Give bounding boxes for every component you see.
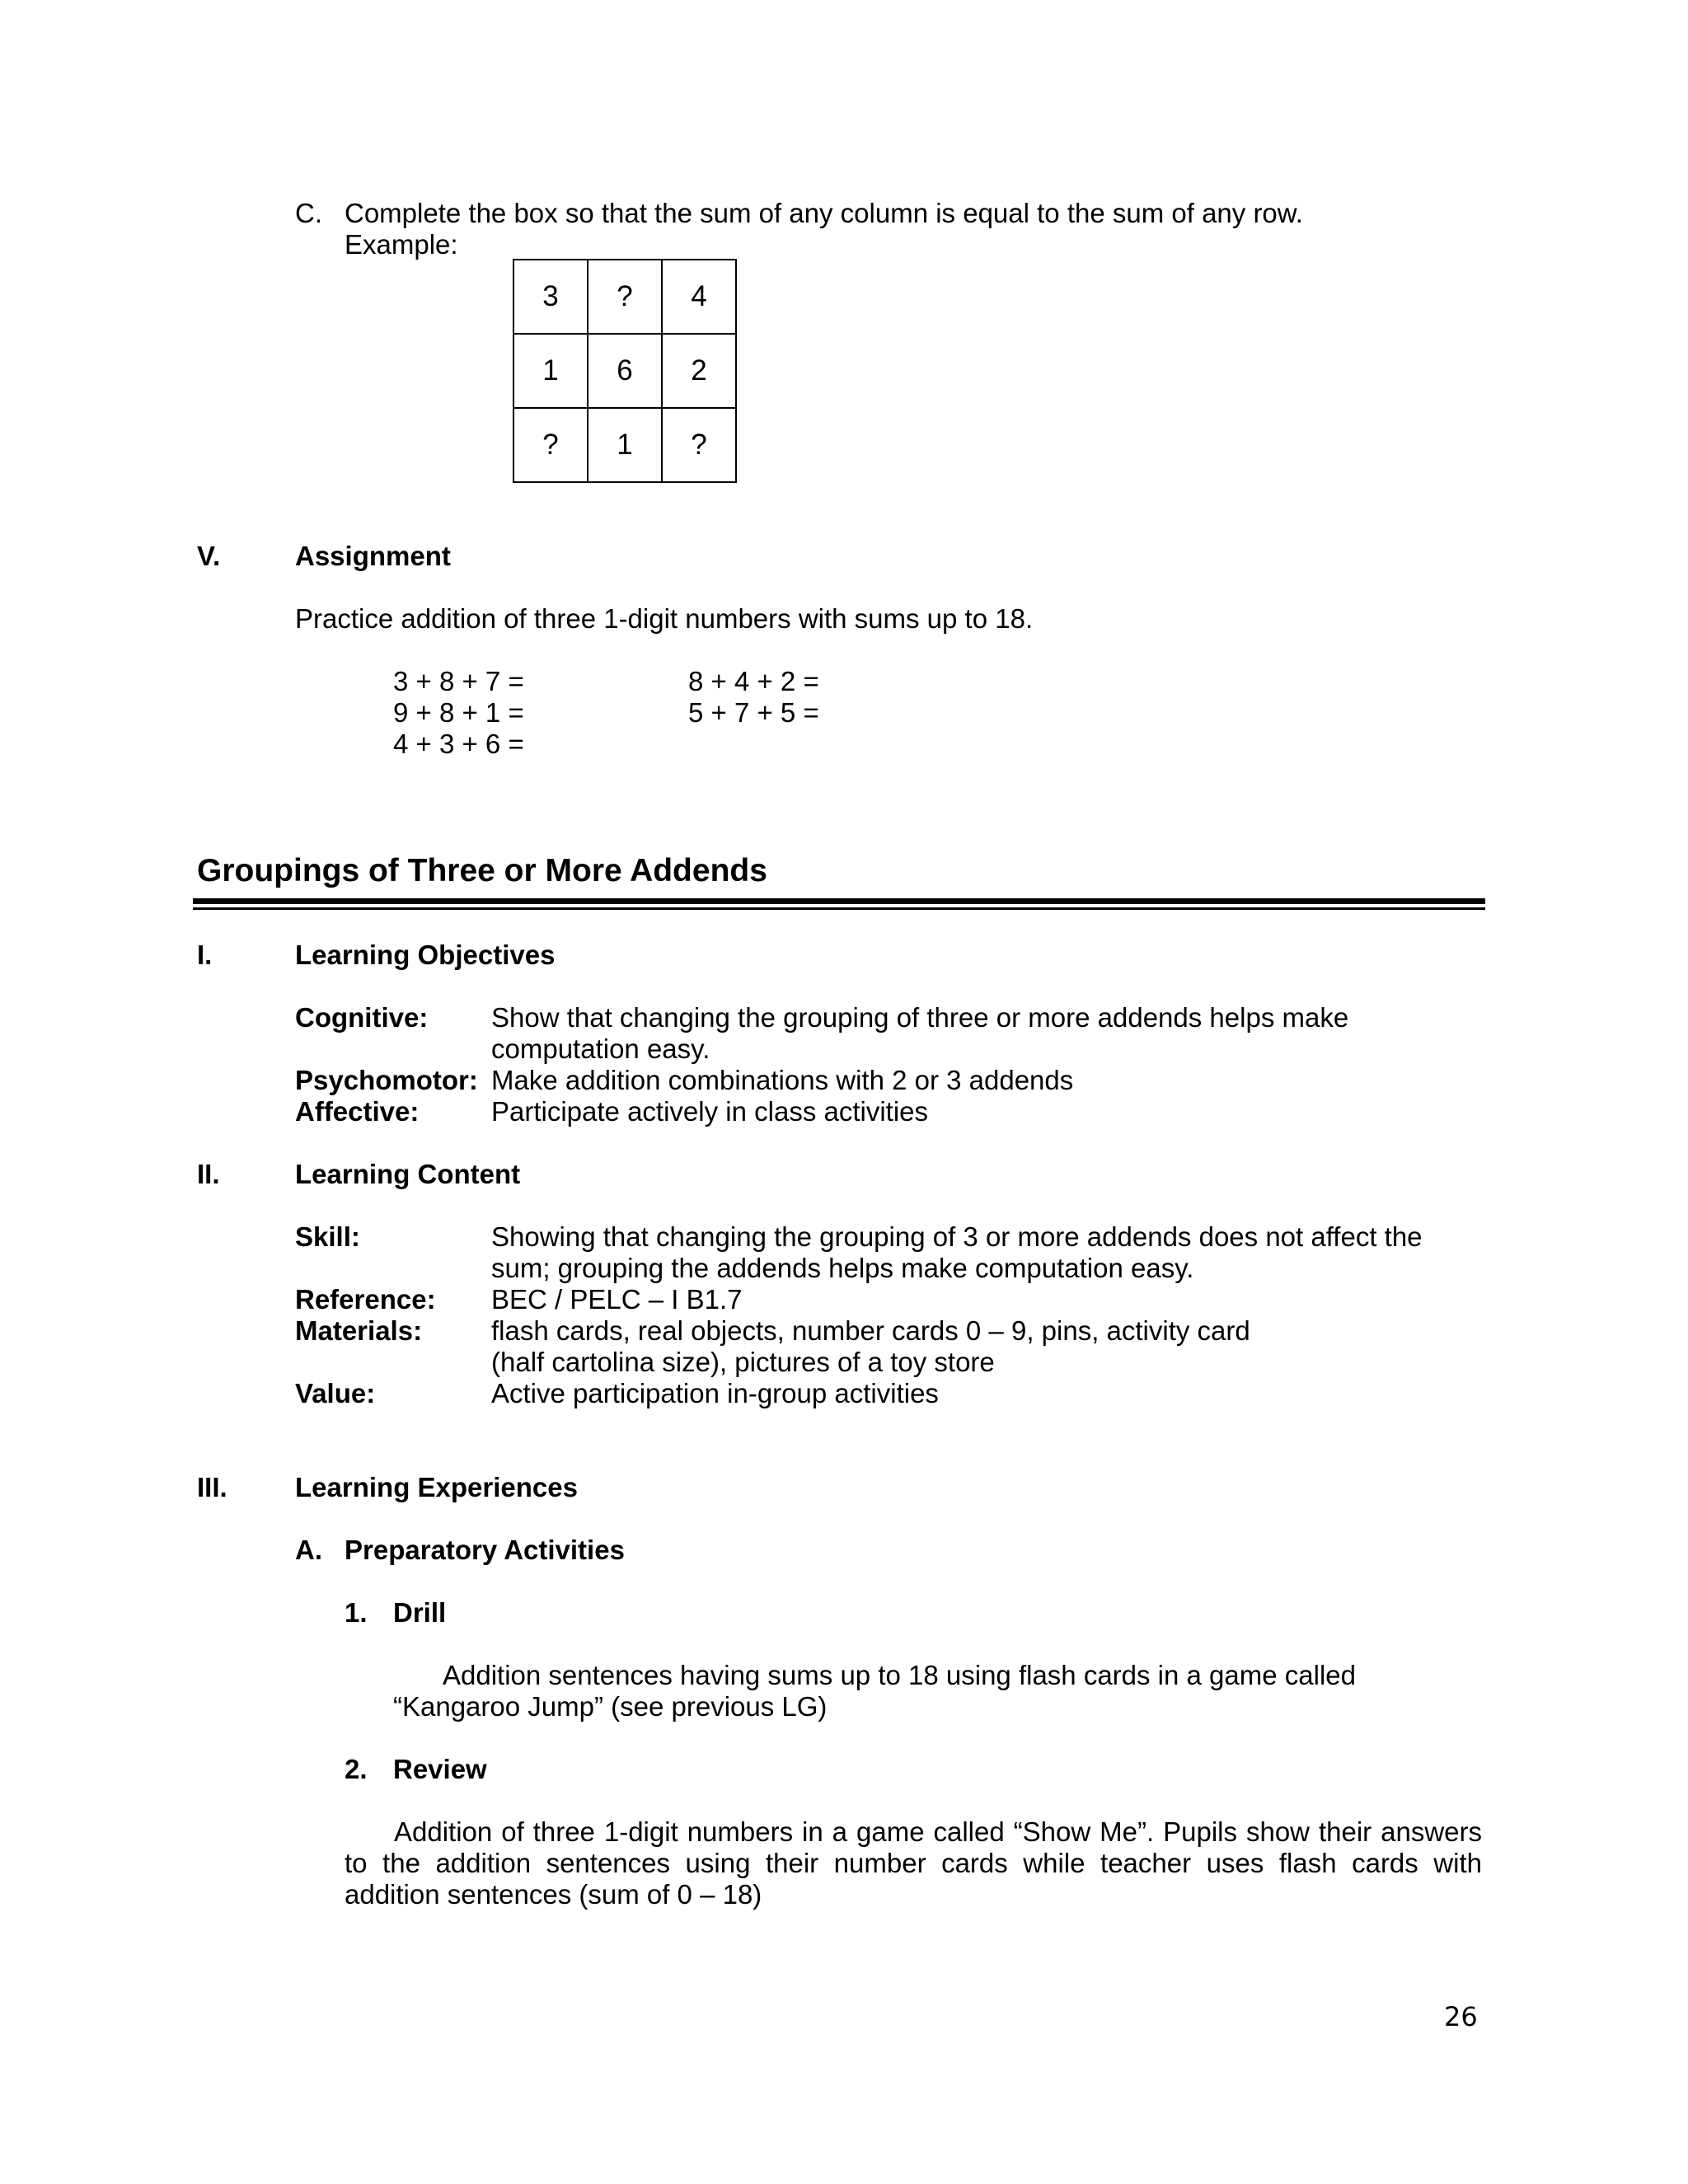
grid-cell: ? <box>662 408 736 482</box>
section-title: Groupings of Three or More Addends <box>197 853 767 888</box>
affective-label: Affective: <box>295 1096 420 1127</box>
content-heading: Learning Content <box>295 1159 521 1189</box>
assignment-item: 9 + 8 + 1 = <box>393 697 524 728</box>
section-rule-thin <box>193 907 1485 910</box>
grid-cell: 1 <box>588 408 662 482</box>
cognitive-text: Show that changing the grouping of three or more addends helps make <box>491 1002 1349 1033</box>
section-rule-thick <box>193 898 1485 904</box>
assignment-item: 5 + 7 + 5 = <box>688 697 819 728</box>
magic-square-grid <box>513 259 737 483</box>
experiences-heading: Learning Experiences <box>295 1472 578 1502</box>
part-c-label: C. <box>295 198 322 228</box>
assignment-numeral: V. <box>197 541 221 571</box>
content-numeral: II. <box>197 1159 220 1189</box>
psychomotor-label: Psychomotor: <box>295 1065 478 1095</box>
drill-num: 1. <box>345 1597 368 1628</box>
drill-text: “Kangaroo Jump” (see previous LG) <box>393 1691 828 1722</box>
assignment-item: 4 + 3 + 6 = <box>393 729 524 759</box>
grid-cell: 2 <box>662 334 736 408</box>
materials-label: Materials: <box>295 1315 423 1346</box>
grid-cell: ? <box>513 408 588 482</box>
drill-text: Addition sentences having sums up to 18 using flash cards in a game called <box>443 1660 1356 1690</box>
value-text: Active participation in-group activities <box>491 1378 939 1408</box>
objectives-heading: Learning Objectives <box>295 940 556 970</box>
grid-cell: 4 <box>662 260 736 334</box>
skill-label: Skill: <box>295 1221 360 1252</box>
prep-heading: Preparatory Activities <box>345 1535 625 1565</box>
assignment-text: Practice addition of three 1-digit numbers with sums up to 18. <box>295 603 1034 634</box>
page-number: 26 <box>1444 2001 1478 2032</box>
skill-text: sum; grouping the addends helps make computation easy. <box>491 1253 1194 1283</box>
experiences-numeral: III. <box>197 1472 227 1502</box>
materials-text: flash cards, real objects, number cards 0 – 9, pins, activity card <box>491 1315 1250 1346</box>
value-label: Value: <box>295 1378 376 1408</box>
grid-cell: 1 <box>513 334 588 408</box>
grid-cell: 3 <box>513 260 588 334</box>
grid-row <box>513 334 736 408</box>
affective-text: Participate actively in class activities <box>491 1096 929 1127</box>
assignment-item: 8 + 4 + 2 = <box>688 666 819 696</box>
cognitive-text: computation easy. <box>491 1033 710 1064</box>
psychomotor-text: Make addition combinations with 2 or 3 addends <box>491 1065 1074 1095</box>
prep-label: A. <box>295 1535 322 1565</box>
part-c-instruction: Complete the box so that the sum of any column is equal to the sum of any row. <box>345 198 1303 228</box>
cognitive-label: Cognitive: <box>295 1002 429 1033</box>
reference-text: BEC / PELC – I B1.7 <box>491 1284 743 1315</box>
review-text: Addition of three 1-digit numbers in a game called “Show Me”. Pupils show their answers to the addition sentences using their number cards while teacher uses flash cards with addition sentences (sum of 0 – 18) <box>345 1816 1482 1910</box>
review-heading: Review <box>393 1754 487 1784</box>
grid-row <box>513 260 736 334</box>
drill-heading: Drill <box>393 1597 447 1628</box>
objectives-numeral: I. <box>197 940 213 970</box>
assignment-heading: Assignment <box>295 541 451 571</box>
review-num: 2. <box>345 1754 368 1784</box>
grid-row <box>513 408 736 482</box>
example-label: Example: <box>345 229 458 260</box>
reference-label: Reference: <box>295 1284 436 1315</box>
grid-cell: ? <box>588 260 662 334</box>
materials-text: (half cartolina size), pictures of a toy store <box>491 1347 995 1377</box>
grid-cell: 6 <box>588 334 662 408</box>
assignment-item: 3 + 8 + 7 = <box>393 666 524 696</box>
skill-text: Showing that changing the grouping of 3 or more addends does not affect the <box>491 1221 1423 1252</box>
